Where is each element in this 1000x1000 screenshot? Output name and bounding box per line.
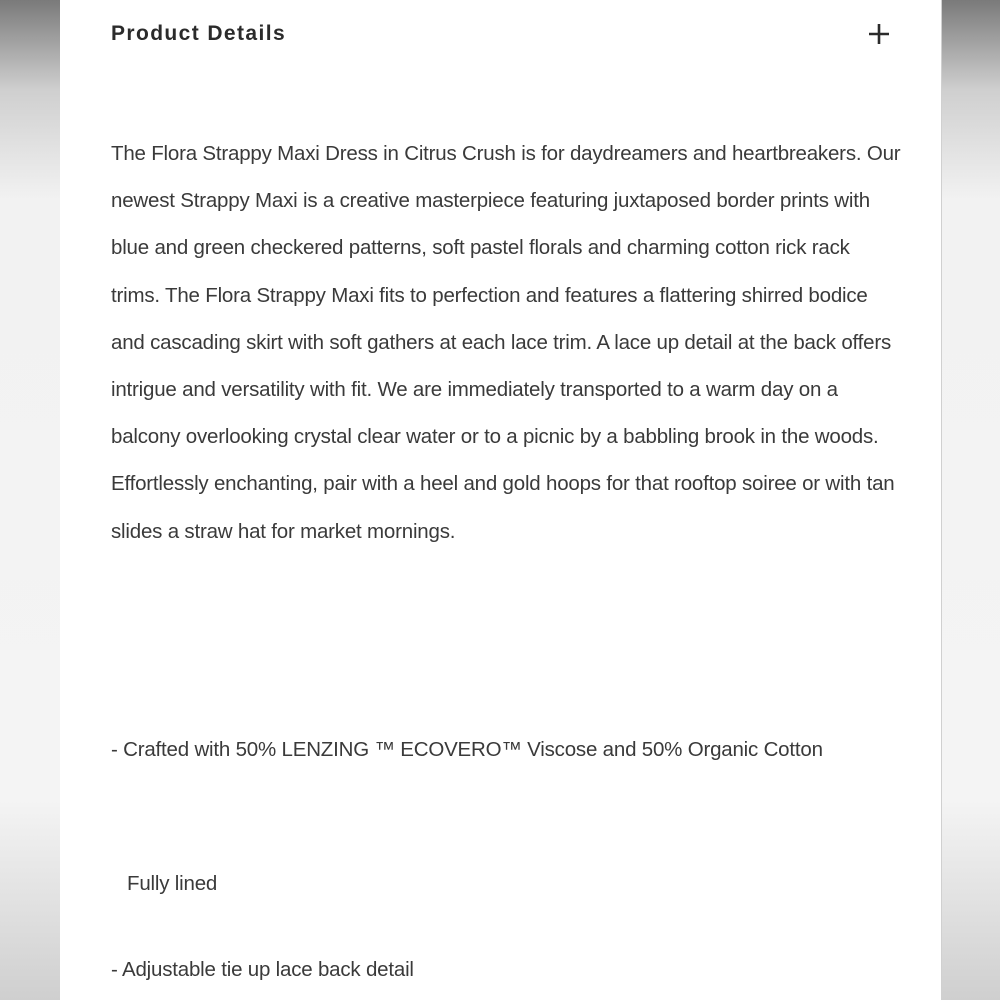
feature-item-lace-back: - Adjustable tie up lace back detail [111, 958, 414, 981]
panel-divider [941, 0, 942, 1000]
feature-item-fabric: - Crafted with 50% LENZING ™ ECOVERO™ Viscose and 50% Organic Cotton [111, 738, 823, 761]
feature-item-lining: Fully lined [127, 872, 218, 895]
accordion-title: Product Details [111, 22, 287, 45]
product-details-panel [60, 0, 942, 1000]
product-details-accordion-header[interactable] [111, 16, 891, 52]
plus-icon[interactable] [867, 22, 891, 46]
product-description: The Flora Strappy Maxi Dress in Citrus Crush is for daydreamers and heartbreakers. Our newest Strappy Maxi is a creative masterpiece featuring juxtaposed border prints with blue and green checkered patterns, soft pastel florals and charming cotton rick rack trims. The Flora Strappy Maxi fits to perfection and features a flattering shirred bodice and cascading skirt with soft gathers at each lace trim. A lace up detail at the back offers intrigue and versatility with fit. We are immediately transported to a warm day on a balcony overlooking crystal clear water or to a picnic by a babbling brook in the woods. Effortlessly enchanting, pair with a heel and gold hoops for that rooftop soiree or with tan slides a straw hat for market mornings. [111, 142, 901, 543]
